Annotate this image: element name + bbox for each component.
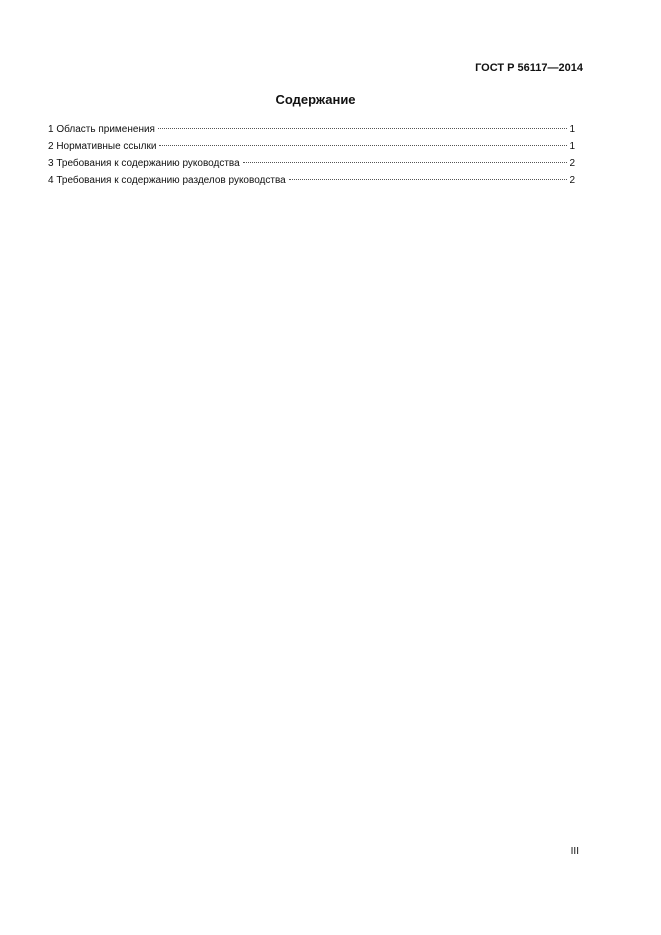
toc-entry[interactable] — [48, 138, 575, 155]
toc-entry[interactable] — [48, 121, 575, 138]
toc-entry-label: 4 Требования к содержанию разделов руководства — [48, 175, 286, 186]
toc-entry-page: 1 — [569, 124, 575, 135]
toc-entry-page: 2 — [569, 175, 575, 186]
toc-entry-page: 1 — [569, 141, 575, 152]
toc-entry-label: 3 Требования к содержанию руководства — [48, 158, 240, 169]
dot-leader — [158, 127, 567, 129]
dot-leader — [159, 144, 567, 146]
page-number: III — [570, 846, 579, 857]
toc-entry[interactable] — [48, 172, 575, 189]
dot-leader — [289, 178, 568, 180]
toc-title: Содержание — [275, 92, 356, 107]
toc-entry-label: 1 Область применения — [48, 124, 155, 135]
table-of-contents — [48, 121, 575, 189]
toc-entry[interactable] — [48, 155, 575, 172]
document-code: ГОСТ Р 56117—2014 — [475, 62, 583, 74]
toc-entry-label: 2 Нормативные ссылки — [48, 141, 157, 152]
toc-entry-page: 2 — [569, 158, 575, 169]
dot-leader — [243, 161, 568, 163]
